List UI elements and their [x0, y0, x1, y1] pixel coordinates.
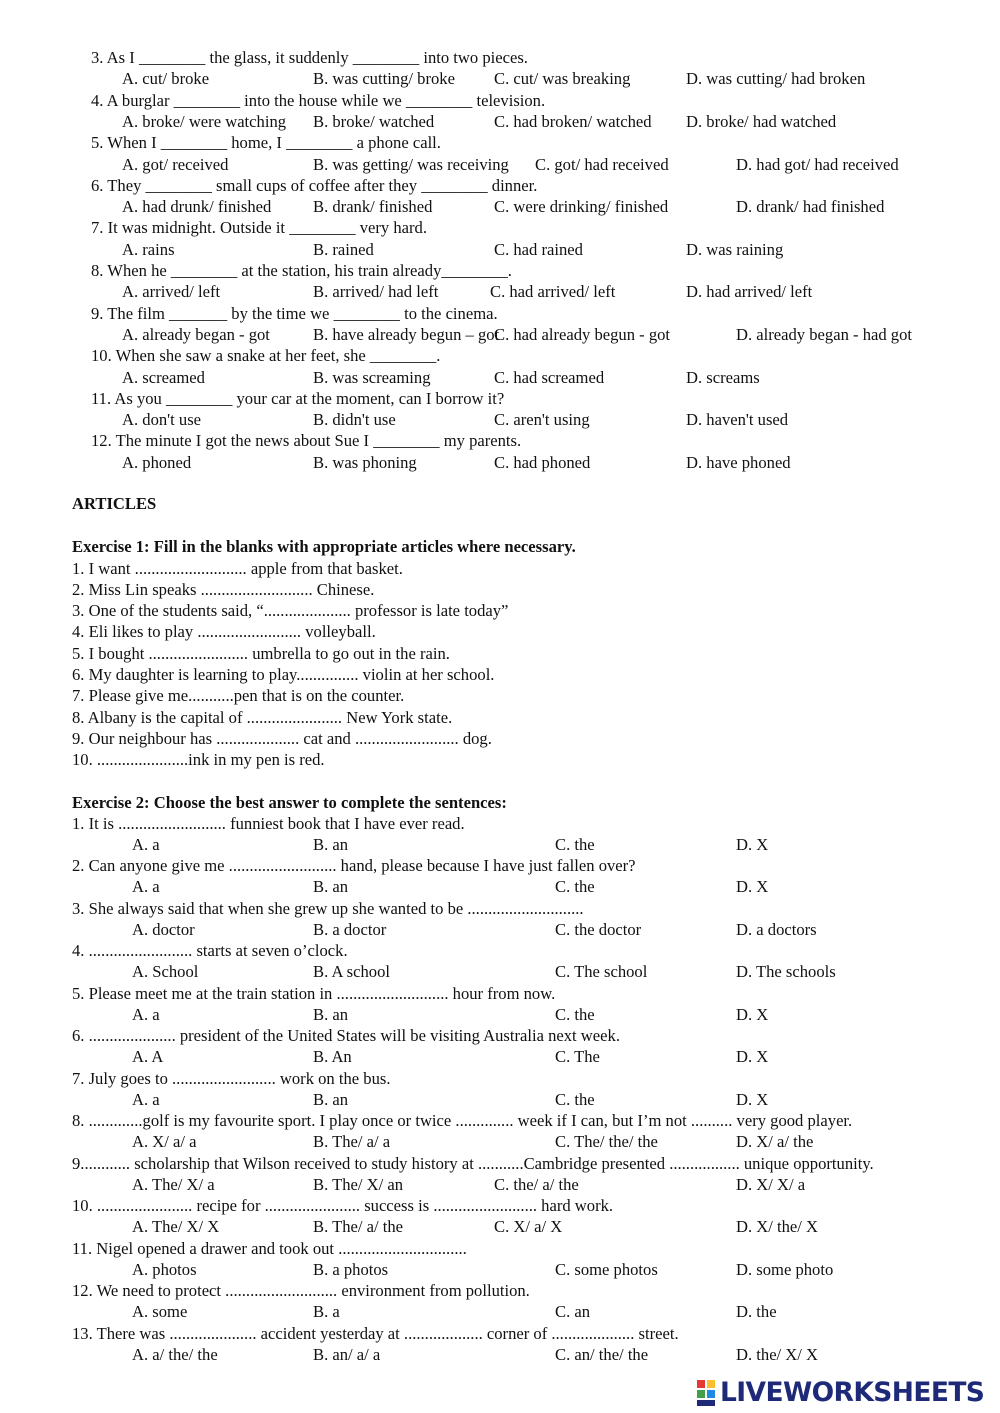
question-stem: 9. The film _______ by the time we ________ to the cinema. — [91, 303, 498, 323]
answer-option: C. the — [555, 1004, 595, 1024]
question-stem: 10. ....................... recipe for ....................... success is ......................... hard work. — [72, 1196, 614, 1215]
answer-option: D. broke/ had watched — [686, 111, 837, 131]
question-stem: 11. Nigel opened a drawer and took out ............................... — [72, 1238, 467, 1258]
answer-option: A. arrived/ left — [122, 282, 221, 302]
answer-option: B. arrived/ had left — [313, 282, 439, 302]
answer-option: B. was screaming — [313, 367, 431, 387]
answer-option: B. a — [313, 1302, 340, 1322]
question-stem: 11. As you ________ your car at the moment, can I borrow it? — [91, 388, 505, 408]
answer-option: C. were drinking/ finished — [494, 197, 669, 217]
answer-option: D. the — [736, 1302, 777, 1322]
answer-option: B. an — [313, 877, 349, 897]
fill-in-item: 1. I want ........................... apple from that basket. — [72, 558, 403, 578]
answer-option: A. a — [132, 877, 160, 897]
answer-option: C. had broken/ watched — [494, 111, 652, 131]
answer-option: C. had phoned — [494, 452, 591, 472]
answer-option: A. some — [132, 1302, 188, 1322]
answer-option: D. was raining — [686, 239, 784, 259]
question-stem: 2. Can anyone give me .......................... hand, please because I have just fallen over? — [72, 856, 636, 875]
question-stem: 13. There was ..................... accident yesterday at ................... corner of .................... street. — [72, 1323, 679, 1343]
exercise-title: Exercise 1: Fill in the blanks with appropriate articles where necessary. — [72, 537, 576, 556]
answer-option: C. the — [555, 877, 595, 897]
answer-option: C. the/ a/ the — [494, 1174, 579, 1194]
question-stem: 1. It is .......................... funniest book that I have ever read. — [72, 813, 465, 833]
section-heading: ARTICLES — [72, 494, 157, 513]
answer-option: A. a — [132, 834, 160, 854]
question-stem: 12. We need to protect ........................... environment from pollution. — [72, 1281, 530, 1300]
question-stem: 9............ scholarship that Wilson received to study history at ...........Cambridge presented ................. unique opportunity. — [72, 1153, 874, 1173]
answer-option: A. a — [132, 1089, 160, 1109]
answer-option: B. an — [313, 1004, 349, 1024]
fill-in-item: 10. ......................ink in my pen is red. — [72, 750, 325, 770]
answer-option: D. X/ a/ the — [736, 1132, 814, 1152]
answer-option: D. X/ X/ a — [736, 1174, 806, 1194]
answer-option: B. rained — [313, 239, 374, 259]
question-stem: 3. As I ________ the glass, it suddenly ________ into two pieces. — [91, 48, 528, 67]
answer-option: D. screams — [686, 367, 760, 387]
answer-option: C. an — [555, 1302, 591, 1322]
answer-option: B. An — [313, 1047, 352, 1067]
answer-option: D. The schools — [736, 962, 836, 982]
answer-option: D. had arrived/ left — [686, 282, 813, 302]
question-stem: 3. She always said that when she grew up she wanted to be ............................ — [72, 898, 584, 918]
fill-in-item: 6. My daughter is learning to play............... violin at her school. — [72, 665, 495, 684]
answer-option: B. didn't use — [313, 410, 396, 430]
answer-option: D. drank/ had finished — [736, 197, 885, 217]
answer-option: A. already began - got — [122, 324, 270, 344]
answer-option: B. an/ a/ a — [313, 1344, 381, 1364]
question-stem: 5. When I ________ home, I ________ a phone call. — [91, 133, 441, 153]
answer-option: D. X — [736, 1089, 769, 1109]
answer-option: B. a photos — [313, 1259, 389, 1279]
answer-option: C. got/ had received — [535, 154, 669, 174]
answer-option: D. some photo — [736, 1259, 834, 1279]
fill-in-item: 5. I bought ........................ umbrella to go out in the rain. — [72, 643, 450, 663]
answer-option: D. the/ X/ X — [736, 1344, 819, 1364]
question-stem: 4. ......................... starts at seven o’clock. — [72, 941, 348, 960]
answer-option: A. got/ received — [122, 154, 229, 174]
answer-option: A. don't use — [122, 410, 202, 430]
answer-option: B. A school — [313, 962, 390, 982]
answer-option: D. X — [736, 1004, 769, 1024]
question-stem: 7. July goes to ......................... work on the bus. — [72, 1068, 391, 1088]
answer-option: C. an/ the/ the — [555, 1344, 649, 1364]
question-stem: 8. When he ________ at the station, his train already________. — [91, 261, 512, 280]
answer-option: C. some photos — [555, 1259, 658, 1279]
answer-option: B. The/ X/ an — [313, 1174, 404, 1194]
answer-option: D. X — [736, 834, 769, 854]
answer-option: A. broke/ were watching — [122, 111, 287, 131]
question-stem: 12. The minute I got the news about Sue I ________ my parents. — [91, 431, 522, 451]
answer-option: C. aren't using — [494, 410, 590, 430]
answer-option: A. The/ X/ a — [132, 1174, 215, 1194]
question-stem: 4. A burglar ________ into the house while we ________ television. — [91, 90, 546, 110]
answer-option: C. had arrived/ left — [490, 282, 616, 302]
answer-option: C. The/ the/ the — [555, 1132, 658, 1152]
answer-option: D. had got/ had received — [736, 154, 899, 174]
answer-option: C. The school — [555, 962, 648, 982]
liveworksheets-logo-icon — [696, 1379, 716, 1407]
answer-option: C. the doctor — [555, 919, 642, 939]
answer-option: B. a doctor — [313, 919, 387, 939]
answer-option: A. photos — [132, 1259, 197, 1279]
answer-option: D. have phoned — [686, 452, 791, 472]
fill-in-item: 7. Please give me...........pen that is on the counter. — [72, 686, 405, 706]
answer-option: B. was getting/ was receiving — [313, 154, 509, 174]
answer-option: A. rains — [122, 239, 175, 259]
answer-option: C. had screamed — [494, 367, 605, 387]
answer-option: A. cut/ broke — [122, 69, 210, 89]
question-stem: 6. They ________ small cups of coffee after they ________ dinner. — [91, 175, 538, 195]
answer-option: C. the — [555, 834, 595, 854]
fill-in-item: 4. Eli likes to play ......................... volleyball. — [72, 622, 376, 642]
answer-option: B. The/ a/ the — [313, 1217, 404, 1237]
question-stem: 8. .............golf is my favourite sport. I play once or twice .............. week if I can, but I’m not .......... very good player. — [72, 1111, 853, 1130]
answer-option: A. had drunk/ finished — [122, 197, 272, 217]
answer-option: B. The/ a/ a — [313, 1132, 391, 1152]
answer-option: A. a/ the/ the — [132, 1344, 218, 1364]
question-stem: 5. Please meet me at the train station in ........................... hour from now. — [72, 983, 556, 1003]
answer-option: A. phoned — [122, 452, 192, 472]
answer-option: A. X/ a/ a — [132, 1132, 197, 1152]
answer-option: D. a doctors — [736, 919, 817, 939]
answer-option: B. was cutting/ broke — [313, 69, 455, 89]
answer-option: D. haven't used — [686, 410, 789, 430]
answer-option: B. drank/ finished — [313, 197, 433, 217]
question-stem: 7. It was midnight. Outside it ________ very hard. — [91, 218, 427, 238]
answer-option: B. was phoning — [313, 452, 417, 472]
answer-option: A. screamed — [122, 367, 205, 387]
answer-option: B. have already begun – got — [313, 324, 500, 344]
question-stem: 10. When she saw a snake at her feet, she ________. — [91, 346, 441, 366]
answer-option: C. The — [555, 1047, 600, 1067]
answer-option: C. cut/ was breaking — [494, 69, 631, 89]
answer-option: A. doctor — [132, 919, 195, 939]
answer-option: A. School — [132, 962, 199, 982]
liveworksheets-logo — [696, 1376, 984, 1410]
answer-option: A. a — [132, 1004, 160, 1024]
exercise-title: Exercise 2: Choose the best answer to complete the sentences: — [72, 793, 507, 812]
answer-option: D. X/ the/ X — [736, 1217, 819, 1237]
answer-option: D. X — [736, 1047, 769, 1067]
answer-option: D. X — [736, 877, 769, 897]
fill-in-item: 8. Albany is the capital of ....................... New York state. — [72, 707, 453, 727]
answer-option: C. X/ a/ X — [494, 1217, 563, 1237]
logo-text: LIVEWORKSHEETS — [720, 1377, 985, 1408]
fill-in-item: 2. Miss Lin speaks ........................... Chinese. — [72, 579, 375, 599]
answer-option: B. broke/ watched — [313, 111, 435, 131]
answer-option: C. had rained — [494, 239, 583, 259]
question-stem: 6. ..................... president of the United States will be visiting Australia next week. — [72, 1026, 620, 1045]
answer-option: A. A — [132, 1047, 164, 1067]
answer-option: D. was cutting/ had broken — [686, 69, 866, 89]
answer-option: A. The/ X/ X — [132, 1217, 220, 1237]
fill-in-item: 3. One of the students said, “..................... professor is late today” — [72, 601, 509, 621]
answer-option: B. an — [313, 1089, 349, 1109]
answer-option: C. had already begun - got — [494, 324, 671, 344]
answer-option: D. already began - had got — [736, 324, 913, 344]
answer-option: C. the — [555, 1089, 595, 1109]
answer-option: B. an — [313, 834, 349, 854]
fill-in-item: 9. Our neighbour has .................... cat and ......................... dog. — [72, 728, 492, 748]
